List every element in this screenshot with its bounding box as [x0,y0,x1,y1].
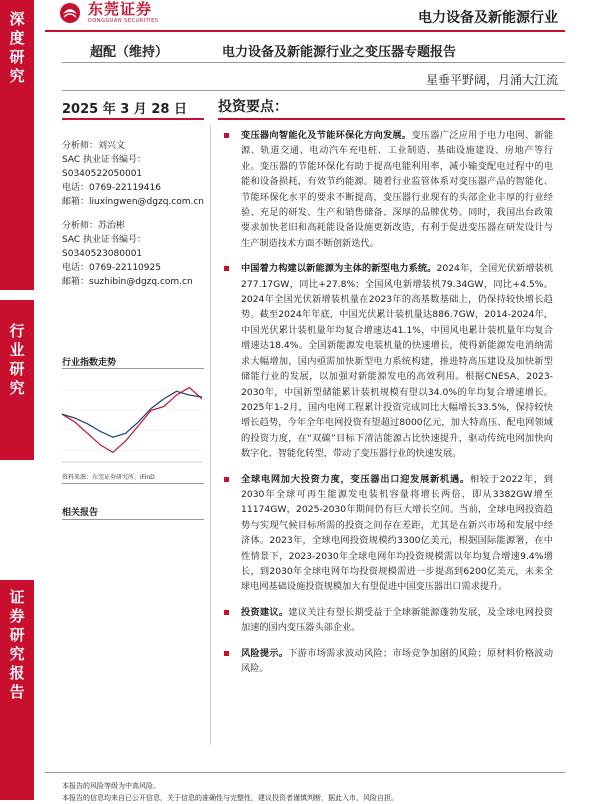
band-char: 深 [9,10,25,28]
analyst-cert-label: SAC 执业证书编号： [62,155,147,165]
point-body: 变压器广泛应用于电力电网、新能源、轨道交通、电动汽车充电桩、工业制造、基础设施建设、房地产等行业。变压器的节能环保化有助于提高电能利用率，减小输变配电过程中的电能和设备损耗，有效节约能源。随着行业监管体系对变压器产品的智能化、节能环保化水平的要求不断提高，变压器行业现有的头部企业丰厚的行业经验、充足的研发、生产和销售储备、深厚的品牌优势。同时，我国出台政策要求加快老旧和高耗能设备设施更新改造，有利于促进变压器在研发设计与生产制造技术方面不断创新迭代。 [241,130,554,249]
band-char: 究 [9,67,25,85]
band-char: 报 [9,664,25,682]
logo-mark-icon [58,2,82,24]
right-col-divider [218,118,565,120]
analyst-email[interactable]: 邮箱：suzhibin@dgzq.com.cn [62,277,193,287]
side-band-deep-research [0,0,34,290]
bullet-icon [224,610,229,615]
point-head: 投资建议。 [241,606,289,618]
band-char: 度 [9,29,25,47]
analyst-cert-no: S0340522050001 [62,169,143,179]
analyst-name: 分析师：刘兴文 [62,141,126,151]
bullet-icon [224,477,229,482]
related-divider [62,519,204,520]
investment-points [218,128,553,686]
analyst-phone: 电话：0769-22110925 [62,263,161,273]
side-band-securities-report [0,580,34,800]
band-char: 告 [9,683,25,701]
title-divider [62,62,565,63]
analyst-phone: 电话：0769-22119416 [62,183,161,193]
point-item [218,646,553,677]
analyst-cert-no: S0340523080001 [62,249,143,259]
band-char: 业 [9,341,25,359]
band-char: 研 [9,48,25,66]
analyst-block [62,139,204,209]
point-body: 下游市场需求波动风险；市场竞争加剧的风险；原材料价格波动风险。 [241,647,554,674]
bullet-icon [224,133,229,138]
point-item [218,605,553,636]
subtitle-divider [62,90,565,91]
point-head: 变压器向智能化及节能环保化方向发展。 [241,130,412,141]
point-head: 全球电网加大投资力度，变压器出口迎发展新机遇。 [241,473,470,485]
chart-title: 行业指数走势 [62,358,117,368]
point-head: 风险提示。 [241,647,289,659]
logo-cn-text: 东莞证券 [88,0,153,18]
left-col-divider [62,118,204,120]
band-char: 券 [9,607,25,625]
company-logo [58,2,158,24]
analyst-block [62,219,193,289]
rating: 超配（维持） [90,45,169,60]
report-title: 电力设备及新能源行业之变压器专题报告 [222,45,457,60]
analyst-cert-label: SAC 执业证书编号： [62,235,147,245]
header-divider [45,30,565,32]
industry-title: 电力设备及新能源行业 [418,10,558,26]
analyst-name: 分析师：苏治彬 [62,221,126,231]
band-char: 行 [9,322,25,340]
point-body: 建议关注有望长期受益于全球新能源蓬勃发展，及全球电网投资加速的国内变压器头部企业。 [241,606,554,634]
report-subtitle: 星垂平野阔，月涌大江流 [425,73,558,87]
series-line-hs300 [62,391,202,437]
point-head: 中国着力构建以新能源为主体的新型电力系统。 [241,263,437,275]
band-char: 研 [9,626,25,644]
chart-title-divider [62,368,204,369]
point-item [218,472,553,595]
related-reports-title: 相关报告 [62,508,99,518]
vertical-divider [210,125,211,745]
point-item [218,261,553,461]
bullet-icon [224,651,229,656]
analyst-email[interactable]: 邮箱：liuxingwen@dgzq.com.cn [62,197,205,207]
logo-en-text: DONGGUAN SECURITIES [88,18,159,24]
footer-divider [45,772,565,773]
band-char: 证 [9,588,25,606]
footer-line: 本报告的信息均来自已公开信息，关于信息的准确性与完整性，建议投资者谨慎判断，据此入市，风险自担。 [62,794,398,802]
point-item [218,128,553,251]
point-body: 相较于2022年，到2030年全球可再生能源发电装机容量将增长两倍，即从3382GW增至11174GW，2025-2030年期间仍有巨大增长空间。当前，全球电网投资趋势与实现气候目标所需的投资之间存在差距，尤其是在新兴市场和发展中经济体。2023年，全球电网投资规模约3300亿美元，根据国际能源署，在中性情景下，2023-2030年全球电网年均投资规模需以年均复合增速9.4%增长，到2030年全球电网年均投资规模需进一步提高到6200亿美元，未来全球电网基础设施投资规模加大有望促进中国变压器出口需求提升。 [241,473,553,593]
report-date: 2025 年 3 月 28 日 [62,102,187,117]
series-line-industry [62,388,202,453]
chart-source: 资料来源：东莞证券研究所，iFinD [62,474,155,481]
bullet-icon [224,266,229,271]
side-band-industry-research [0,300,34,460]
footer-line: 本报告的风险等级为中高风险。 [62,782,160,790]
band-char: 究 [9,379,25,397]
source-divider [62,483,204,484]
band-char: 究 [9,645,25,663]
band-char: 研 [9,360,25,378]
point-body: 2024年，全国光伏新增装机277.17GW，同比+27.8%；全国风电新增装机79.34GW，同比+4.5%。2024年全国光伏新增装机量在2023年的高基数基础上，仍保持较快增长趋势。截至2024年年底，中国光伏累计装机量达886.7GW，2014-2024年，中国光伏累计装机量年均复合增速达41.1%，中国风电累计装机量年均复合增速达18.4%。全国新能源发电装机量的快速增长，使得新能源发电消纳需求大幅增加，国内亟需加快新型电力系统构建，推进特高压建设及加快新型储能行业的发展，以加强对新能源发电的高效利用。根据CNESA，2023-2030年，中国新型储能累计装机规模有望以34.0%的年均复合增速增长。2025年1-2月，国内电网工程累计投资完成同比大幅增长33.5%，保持较快增长趋势，今年全年电网投资有望超过8000亿元，加大特高压、配电网领域的投资力度，在“双碳”目标下清洁能源占比快速提升，驱动传统电网加快向数字化、智能化转型，带动了变压器行业的快速发展。 [241,263,553,460]
footer-disclaimer [62,780,398,804]
section-heading: 投资要点： [218,99,288,115]
index-trend-chart [62,370,202,470]
